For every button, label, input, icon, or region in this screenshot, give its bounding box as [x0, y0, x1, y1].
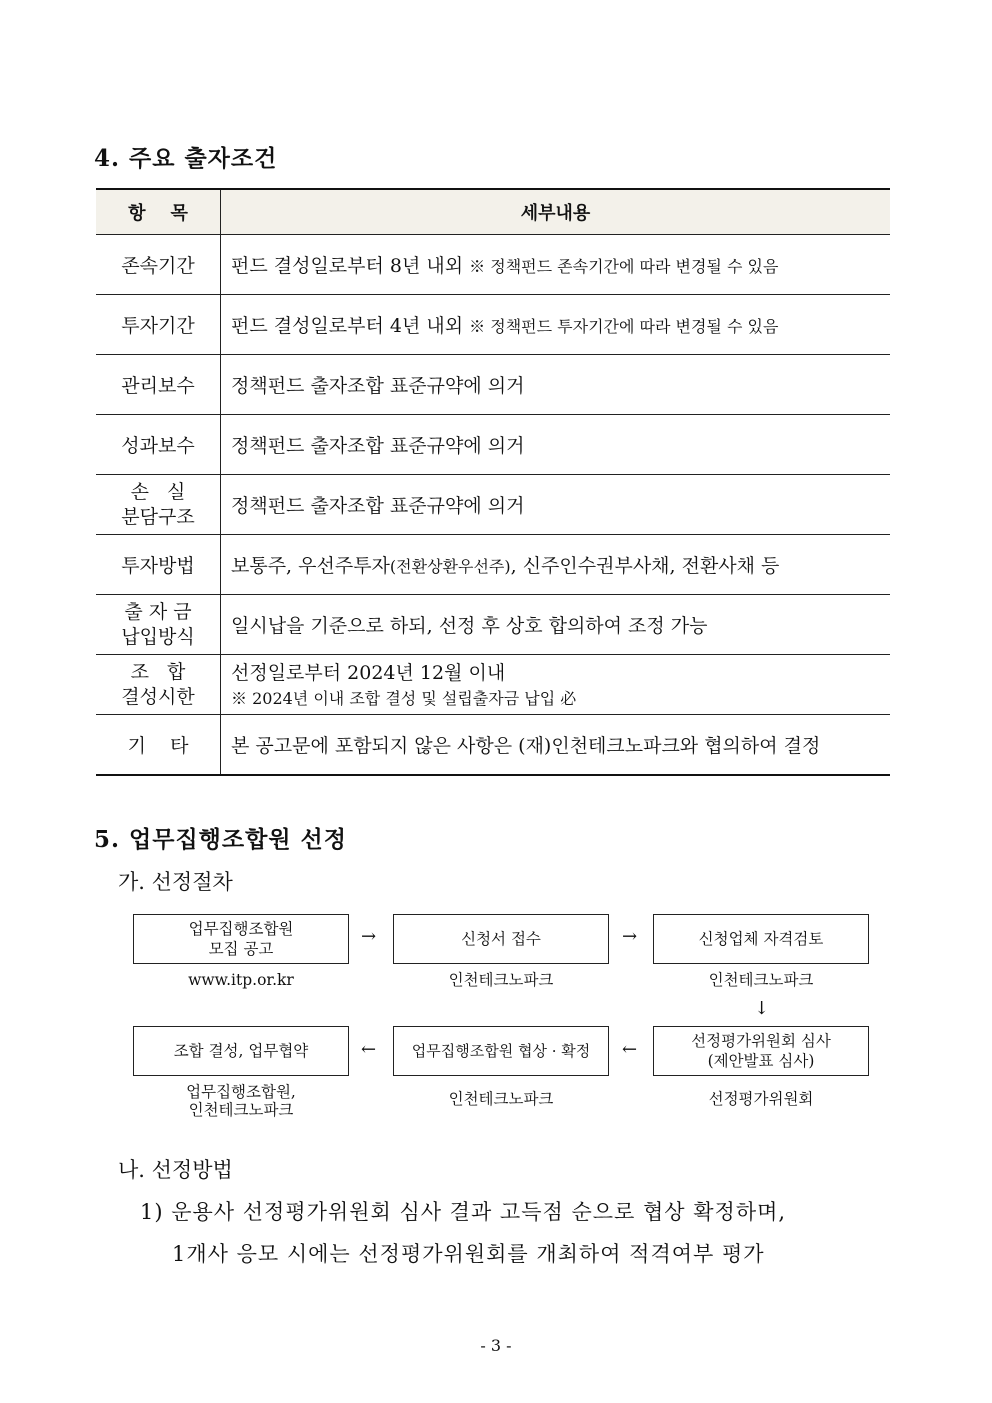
- method-text-line1: 1) 운용사 선정평가위원회 심사 결과 고득점 순으로 협상 확정하며,: [140, 1200, 787, 1224]
- row-item: [96, 475, 221, 535]
- flow-step-text: 모집 공고: [208, 940, 274, 958]
- table-row: [96, 415, 890, 475]
- arrow-right-icon: →: [361, 926, 377, 947]
- row-inline-note: (전환상환우선주): [389, 557, 511, 576]
- subsection-procedure-title: 가. 선정절차: [118, 870, 233, 894]
- flow-caption: www.itp.or.kr: [188, 971, 294, 989]
- flow-caption: 선정평가위원회: [708, 1090, 814, 1108]
- flow-step-text: 업무집행조합원: [188, 920, 294, 938]
- flow-caption: 인천테크노파크: [448, 1090, 554, 1108]
- header-item: 항 목: [96, 189, 221, 235]
- row-details: [221, 235, 891, 295]
- flow-step-application: 신청서 접수: [393, 914, 609, 964]
- row-item-line2: 납입방식: [121, 625, 195, 648]
- table-row: [96, 535, 890, 595]
- row-item: 기 타: [96, 715, 221, 776]
- table-row: [96, 355, 890, 415]
- flow-step-agreement: 조합 결성, 업무협약: [133, 1026, 349, 1076]
- flow-caption: 인천테크노파크: [708, 971, 814, 989]
- section-5-title: 5. 업무집행조합원 선정: [94, 826, 347, 853]
- row-item: 존속기간: [96, 235, 221, 295]
- row-item: 투자기간: [96, 295, 221, 355]
- table-row: [96, 235, 890, 295]
- row-main-text: 펀드 결성일로부터 8년 내외: [231, 255, 464, 277]
- table-row: [96, 595, 890, 655]
- row-details: [221, 295, 891, 355]
- row-item-line1: 조 합: [130, 660, 186, 683]
- flow-caption-line: 업무집행조합원,: [186, 1083, 296, 1101]
- row-item-line1: 출 자 금: [124, 600, 192, 623]
- row-note: ※ 정책펀드 투자기간에 따라 변경될 수 있음: [469, 317, 779, 336]
- table-row: [96, 715, 890, 776]
- row-item-line1: 손 실: [130, 480, 186, 503]
- row-details: [221, 655, 891, 715]
- row-main-text: 정책펀드 출자조합 표준규약에 의거: [221, 355, 891, 415]
- flow-caption: 인천테크노파크: [448, 971, 554, 989]
- arrow-right-icon: →: [622, 926, 638, 947]
- flow-step-evaluation: [653, 1026, 869, 1076]
- row-main-text: 보통주, 우선주투자: [231, 555, 390, 577]
- page-number: - 3 -: [480, 1336, 512, 1355]
- flow-step-negotiation: 업무집행조합원 협상 · 확정: [393, 1026, 609, 1076]
- flow-caption-line: 인천테크노파크: [188, 1101, 294, 1119]
- row-item: 투자방법: [96, 535, 221, 595]
- row-main-text: 펀드 결성일로부터 4년 내외: [231, 315, 464, 337]
- row-main-text: 선정일로부터 2024년 12월 이내: [231, 661, 506, 684]
- row-main-text: 일시납을 기준으로 하되, 선정 후 상호 합의하여 조정 가능: [221, 595, 891, 655]
- section-4-title: 4. 주요 출자조건: [94, 145, 278, 172]
- header-details: 세부내용: [221, 189, 891, 235]
- row-item-line2: 결성시한: [121, 685, 195, 708]
- row-item: [96, 655, 221, 715]
- row-main-text: 정책펀드 출자조합 표준규약에 의거: [221, 475, 891, 535]
- flow-step-announcement: [133, 914, 349, 964]
- row-details: [221, 535, 891, 595]
- flow-step-qualification-review: 신청업체 자격검토: [653, 914, 869, 964]
- table-row: [96, 655, 890, 715]
- row-item: 성과보수: [96, 415, 221, 475]
- row-item: 관리보수: [96, 355, 221, 415]
- table-row: [96, 475, 890, 535]
- row-main-text: 정책펀드 출자조합 표준규약에 의거: [221, 415, 891, 475]
- investment-terms-table: [96, 188, 890, 776]
- flow-caption: [133, 1083, 349, 1119]
- row-note: ※ 정책펀드 존속기간에 따라 변경될 수 있음: [469, 257, 779, 276]
- row-main-text: 본 공고문에 포함되지 않은 사항은 (재)인천테크노파크와 협의하여 결정: [221, 715, 891, 776]
- table-header-row: [96, 189, 890, 235]
- row-item-line2: 분담구조: [121, 505, 195, 528]
- row-note: ※ 2024년 이내 조합 결성 및 설립출자금 납입 必: [231, 688, 577, 708]
- row-item: [96, 595, 221, 655]
- arrow-down-icon: ↓: [754, 998, 770, 1019]
- row-main-text-cont: , 신주인수권부사채, 전환사채 등: [510, 555, 780, 577]
- arrow-left-icon: ←: [622, 1039, 638, 1060]
- arrow-left-icon: ←: [361, 1039, 377, 1060]
- subsection-method-title: 나. 선정방법: [118, 1158, 233, 1182]
- method-text-line2: 1개사 응모 시에는 선정평가위원회를 개최하여 적격여부 평가: [172, 1242, 765, 1266]
- flow-step-text: 선정평가위원회 심사: [691, 1032, 831, 1050]
- table-row: [96, 295, 890, 355]
- flow-step-text: (제안발표 심사): [707, 1052, 815, 1070]
